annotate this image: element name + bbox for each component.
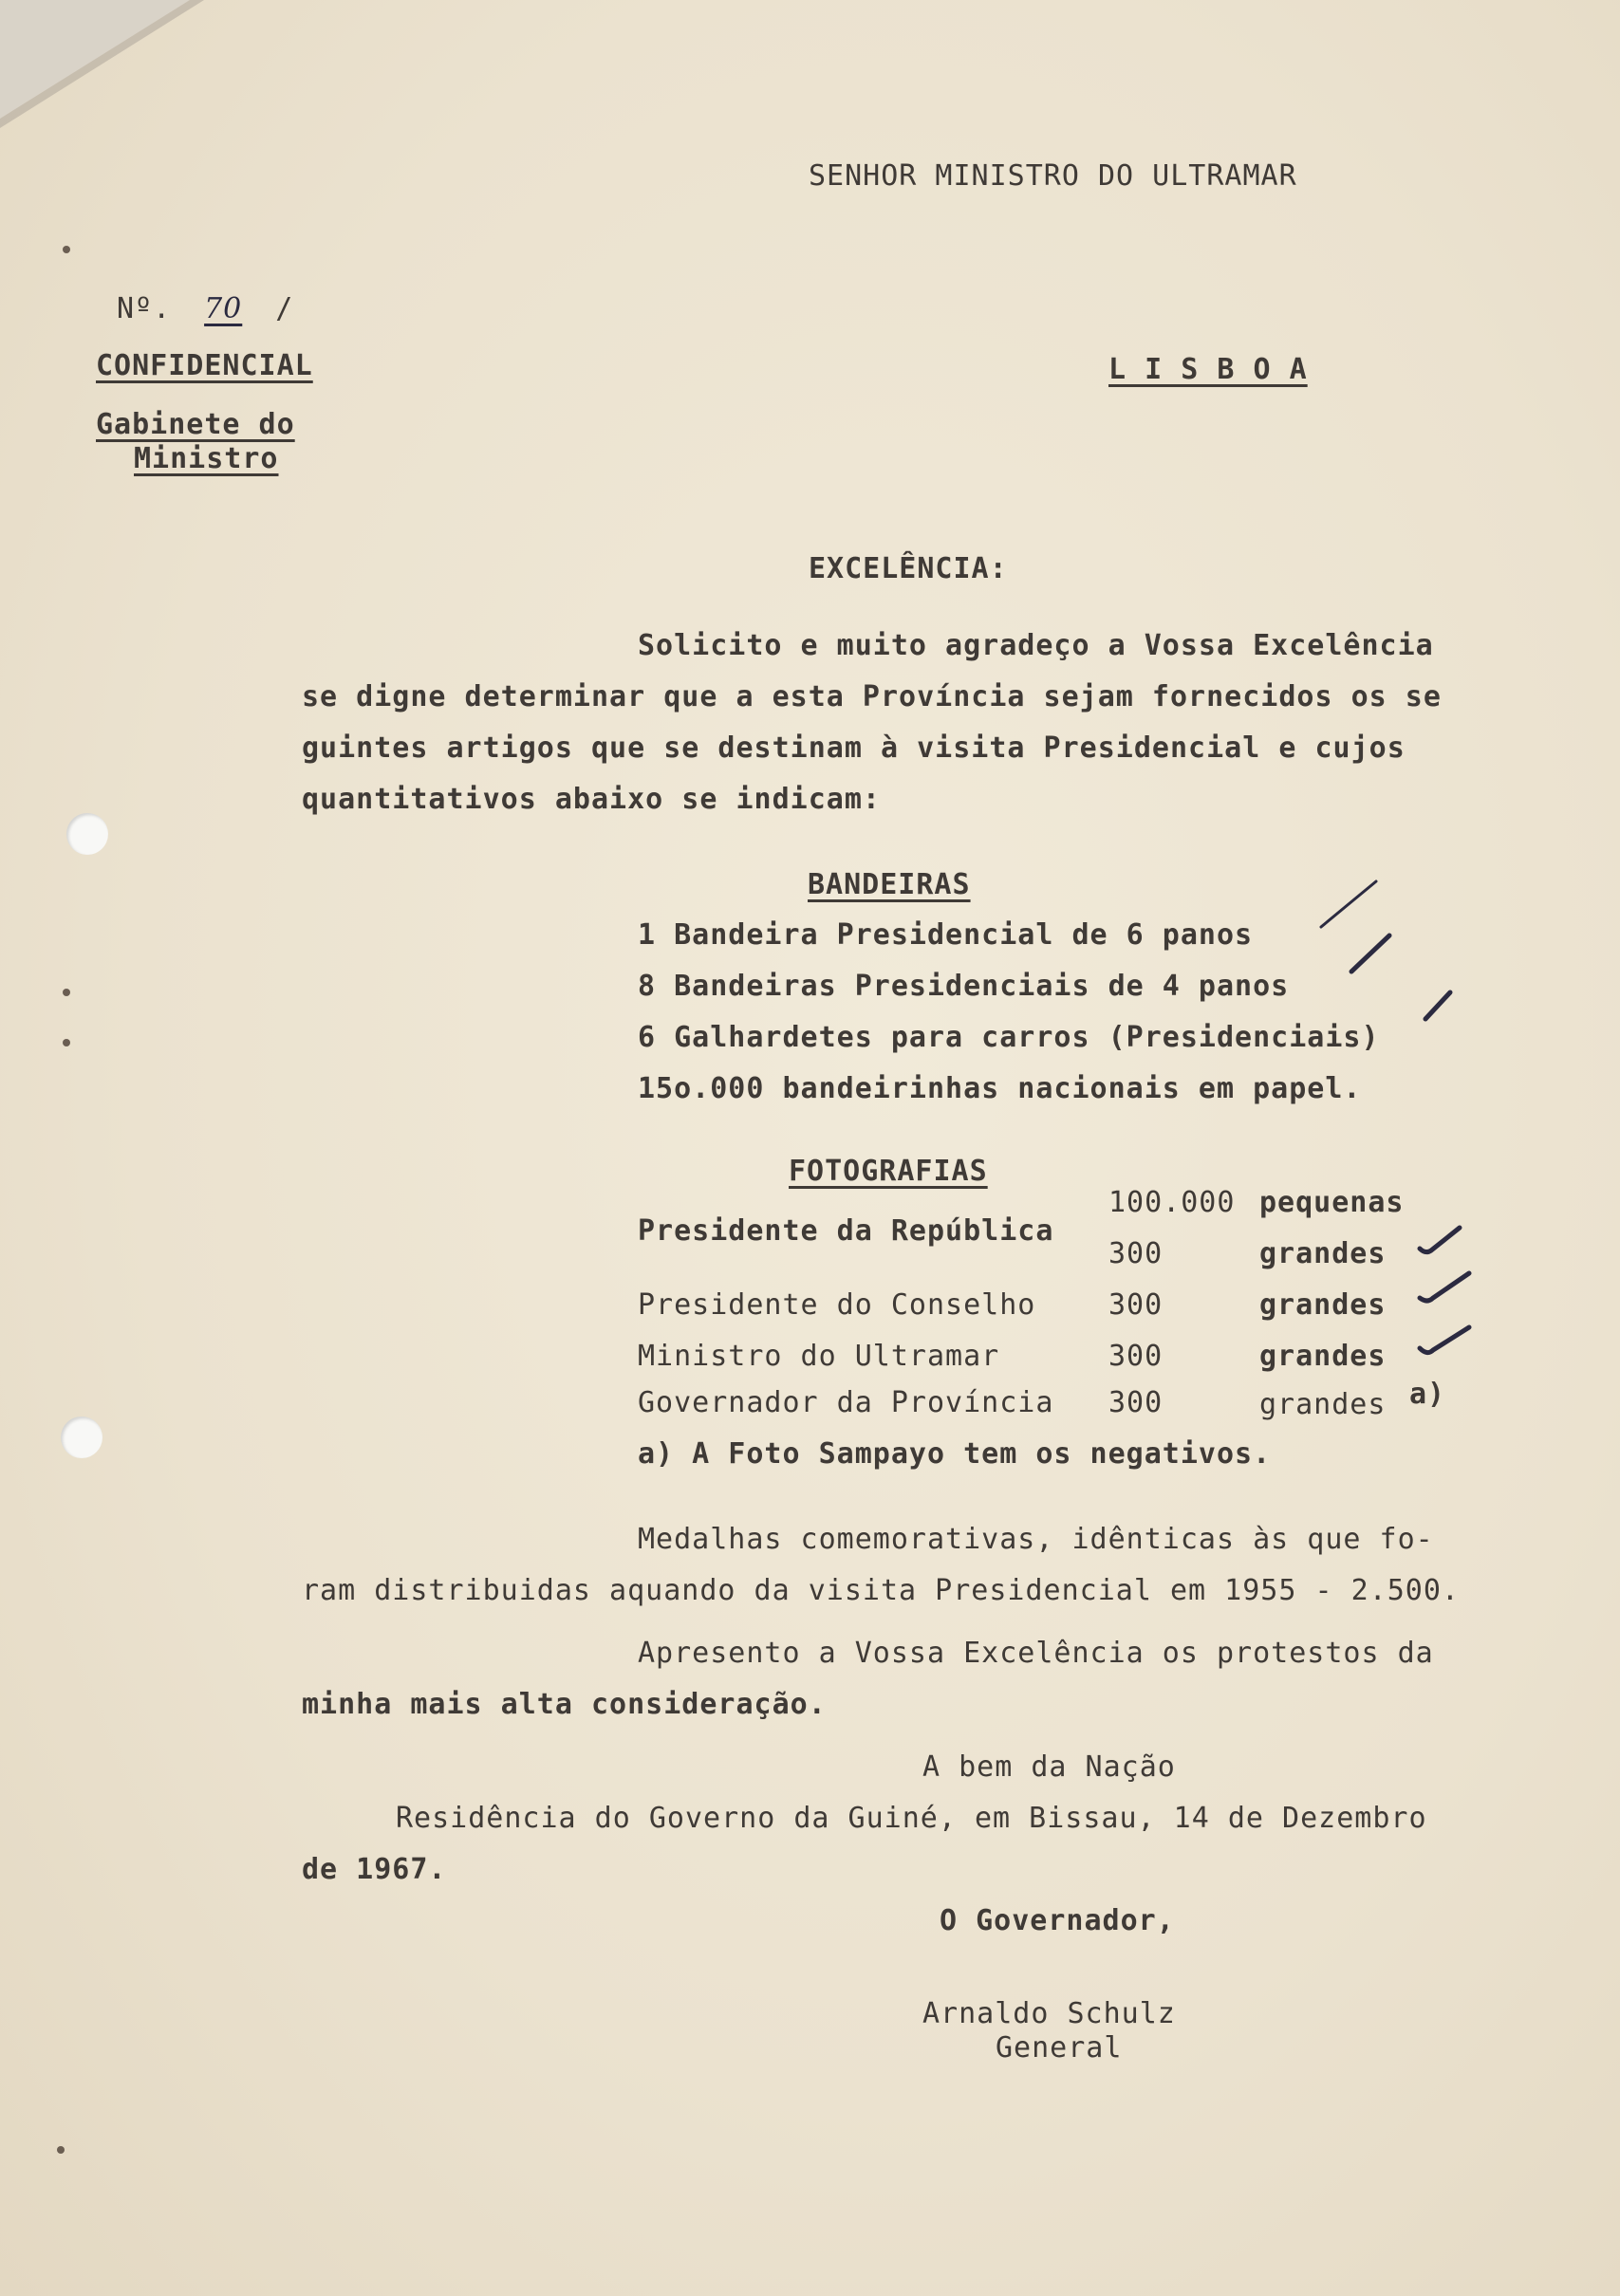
photo-qty-small: 100.000 (1108, 1186, 1236, 1219)
intro-line-4: quantitativos abaixo se indicam: (302, 783, 881, 816)
flags-heading: BANDEIRAS (808, 868, 971, 901)
photo-row-1-size: grandes (1259, 1237, 1387, 1270)
intro-line-1: Solicito e muito agradeço a Vossa Excelência (638, 629, 1434, 662)
ink-speck (63, 989, 70, 996)
flags-item-4: 15o.000 bandeirinhas nacionais em papel. (638, 1072, 1362, 1105)
ink-speck (63, 246, 70, 253)
closing-line-2: minha mais alta consideração. (302, 1688, 827, 1721)
ink-speck (63, 1039, 70, 1046)
photo-row-4-size: grandes (1259, 1388, 1387, 1421)
photo-row-4-label: Governador da Província (638, 1386, 1054, 1419)
motto: A bem da Nação (922, 1750, 1176, 1784)
intro-line-2: se digne determinar que a esta Província sejam fornecidos os se (302, 680, 1442, 713)
punch-hole-bottom (61, 1416, 102, 1458)
salutation: EXCELÊNCIA: (809, 552, 1008, 585)
check-mark-icon (1420, 987, 1458, 1025)
medals-line-1: Medalhas comemorativas, idênticas às que fo- (638, 1523, 1434, 1556)
photo-row-1-label: Presidente da República (638, 1214, 1054, 1248)
office-line-2: Ministro (134, 442, 279, 475)
classification-label: CONFIDENCIAL (96, 349, 313, 382)
flags-item-1: 1 Bandeira Presidencial de 6 panos (638, 918, 1254, 952)
photo-row-2-size: grandes (1259, 1288, 1387, 1322)
number-prefix: Nº. (117, 292, 172, 325)
photo-row-3-size: grandes (1259, 1340, 1387, 1373)
check-mark-icon (1317, 878, 1384, 935)
place-date-line-1: Residência do Governo da Guiné, em Bissau, 14 de Dezembro (396, 1802, 1427, 1835)
intro-line-3: guintes artigos que se destinam à visita Presidencial e cujos (302, 731, 1406, 765)
photo-row-2-qty: 300 (1108, 1288, 1164, 1322)
place-date-line-2: de 1967. (302, 1853, 447, 1886)
check-mark-icon (1416, 1269, 1473, 1307)
photo-row-1-qty: 300 (1108, 1237, 1164, 1270)
photo-row-3-label: Ministro do Ultramar (638, 1340, 1000, 1373)
photo-row-4-note-mark: a) (1409, 1378, 1446, 1411)
photo-row-4-qty: 300 (1108, 1386, 1164, 1419)
photos-heading: FOTOGRAFIAS (789, 1155, 988, 1188)
signatory-name: Arnaldo Schulz (922, 1997, 1176, 2030)
number-suffix: / (275, 292, 294, 325)
check-mark-icon (1416, 1322, 1473, 1360)
office-line-1: Gabinete do (96, 408, 295, 441)
check-mark-icon (1348, 930, 1395, 977)
signoff: O Governador, (940, 1904, 1175, 1937)
folded-corner (0, 0, 209, 133)
medals-line-2: ram distribuidas aquando da visita Presidencial em 1955 - 2.500. (302, 1574, 1460, 1607)
closing-line-1: Apresento a Vossa Excelência os protestos da (638, 1637, 1434, 1670)
document-number (117, 292, 293, 325)
check-mark-icon (1416, 1222, 1463, 1260)
signatory-rank: General (996, 2031, 1123, 2065)
flags-item-3: 6 Galhardetes para carros (Presidenciais) (638, 1021, 1380, 1054)
ink-speck (57, 2146, 65, 2154)
photo-row-3-qty: 300 (1108, 1340, 1164, 1373)
punch-hole-top (66, 813, 108, 855)
photo-size-small: pequenas (1259, 1186, 1405, 1219)
recipient-line: SENHOR MINISTRO DO ULTRAMAR (809, 159, 1297, 193)
number-value: 70 (204, 292, 243, 325)
photos-note: a) A Foto Sampayo tem os negativos. (638, 1437, 1272, 1471)
city-line: L I S B O A (1108, 353, 1308, 386)
flags-item-2: 8 Bandeiras Presidenciais de 4 panos (638, 970, 1290, 1003)
photo-row-2-label: Presidente do Conselho (638, 1288, 1036, 1322)
